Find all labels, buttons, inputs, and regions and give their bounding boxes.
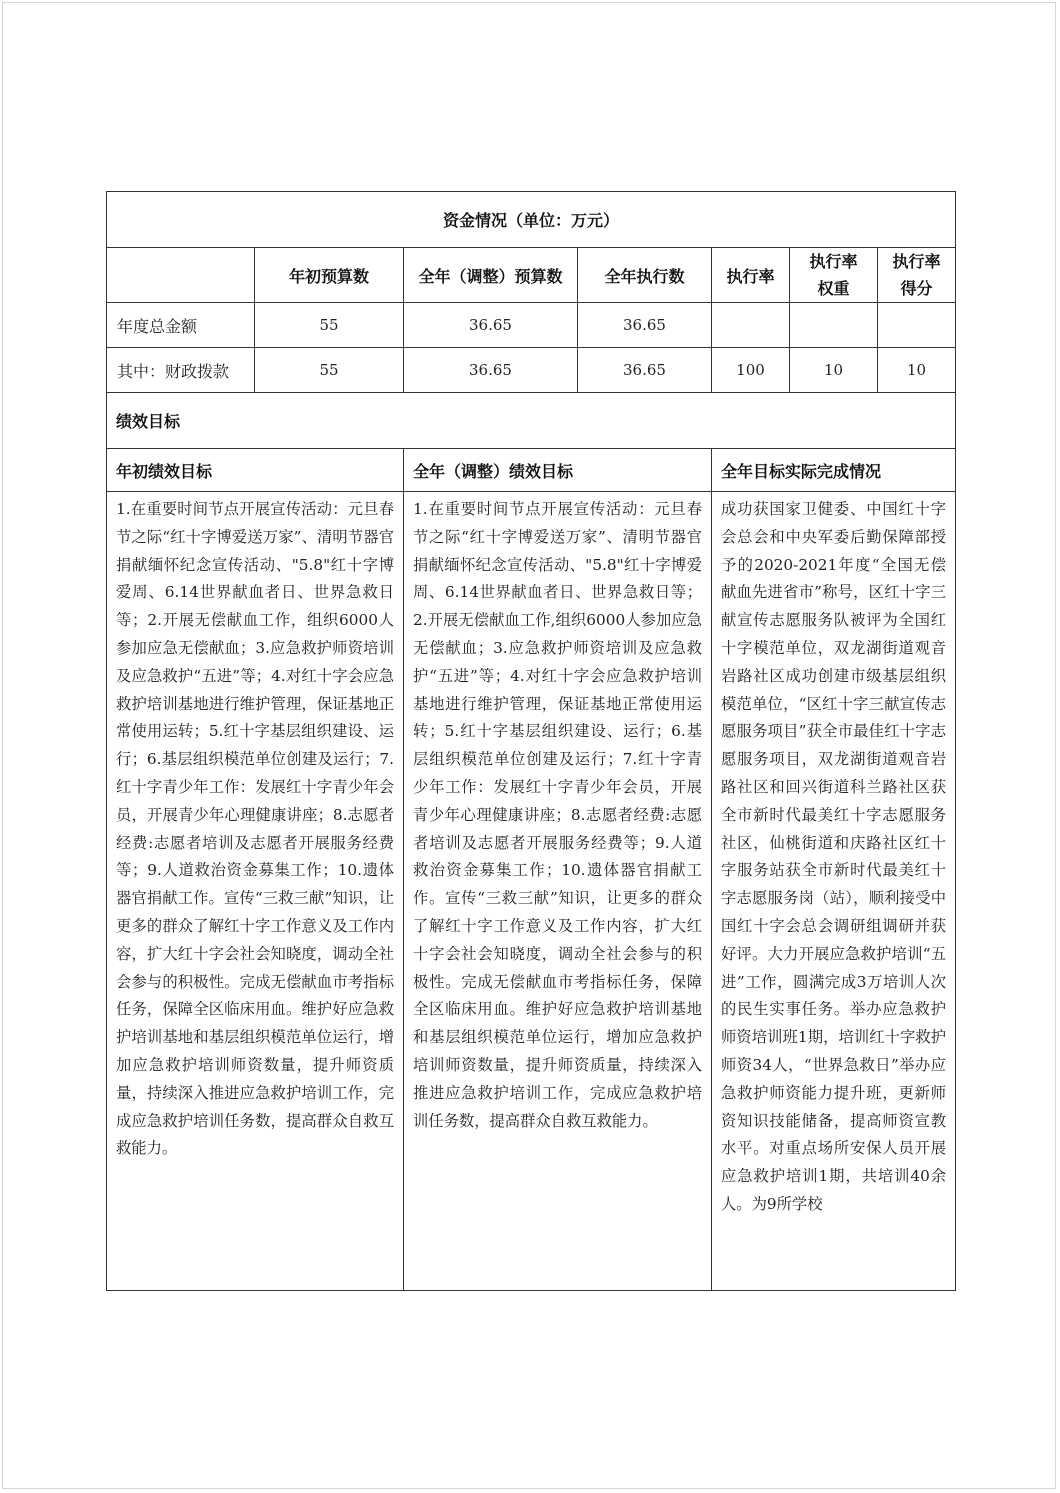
header-initial-goal: 年初绩效目标 (107, 449, 404, 492)
cell-initial-budget: 55 (255, 303, 404, 348)
cell-rate-weight (790, 303, 878, 348)
table-row (107, 303, 956, 348)
header-adjusted-budget: 全年（调整）预算数 (404, 248, 578, 303)
cell-adjusted-budget: 36.65 (404, 303, 578, 348)
header-executed: 全年执行数 (578, 248, 712, 303)
header-rate-score-line1: 执行率 (892, 252, 941, 271)
initial-goal-text (107, 492, 404, 1291)
header-rate-weight (790, 248, 878, 303)
cell-rate-weight: 10 (790, 348, 878, 393)
cell-executed: 36.65 (578, 303, 712, 348)
cell-rate-score: 10 (878, 348, 956, 393)
performance-section-title: 绩效目标 (107, 393, 956, 449)
cell-rate-score (878, 303, 956, 348)
cell-execution-rate (712, 303, 790, 348)
header-rate-score (878, 248, 956, 303)
funds-header-row (107, 248, 956, 303)
adjusted-goal-paragraph: 1.在重要时间节点开展宣传活动：元旦春节之际“红十字博爱送万家”、清明节器官捐献缅怀纪念宣传活动、"5.8"红十字博爱周、6.14世界献血者日、世界急救日等；2.开展无偿献血工作,组织6000人参加应急无偿献血；3.应急救护师资培训及应急救护“五进”等；4.对红十字会应急救护培训基地进行维护管理，保证基地正常使用运转；5.红十字基层组织建设、运行；6.基层组织模范单位创建及运行；7.红十字青少年工作：发展红十字青少年会员，开展青少年心理健康讲座；8.志愿者经费:志愿者培训及志愿者开展服务经费等；9.人道救治资金募集工作；10.遗体器官捐献工作。宣传“三救三献”知识，让更多的群众了解红十字工作意义及工作内容，扩大红十字会社会知晓度，调动全社会参与的积极性。完成无偿献血市考指标任务，保障全区临床用血。维护好应急救护培训基地和基层组织模范单位运行，增加应急救护培训师资数量，提升师资质量，持续深入推进应急救护培训工作，完成应急救护培训任务数，提高群众自救互救能力。 (413, 500, 702, 1130)
cell-adjusted-budget: 36.65 (404, 348, 578, 393)
cell-executed: 36.65 (578, 348, 712, 393)
funds-performance-table (106, 191, 956, 1291)
actual-completion-text (712, 492, 956, 1291)
initial-goal-paragraph: 1.在重要时间节点开展宣传活动：元旦春节之际“红十字博爱送万家”、清明节器官捐献缅怀纪念宣传活动、"5.8"红十字博爱周、6.14世界献血者日、世界急救日等；2.开展无偿献血工作，组织6000人参加应急无偿献血；3.应急救护师资培训及应急救护“五进”等；4.对红十字会应急救护培训基地进行维护管理，保证基地正常使用运转；5.红十字基层组织建设、运行；6.基层组织模范单位创建及运行；7.红十字青少年工作：发展红十字青少年会员，开展青少年心理健康讲座；8.志愿者经费:志愿者培训及志愿者开展服务经费等；9.人道救治资金募集工作；10.遗体器官捐献工作。宣传“三救三献”知识，让更多的群众了解红十字工作意义及工作内容，扩大红十字会社会知晓度，调动全社会参与的积极性。完成无偿献血市考指标任务，保障全区临床用血。维护好应急救护培训基地和基层组织模范单位运行，增加应急救护培训师资数量，提升师资质量，持续深入推进应急救护培训工作，完成应急救护培训任务数，提高群众自救互救能力。 (116, 500, 394, 1158)
header-rate-weight-line1: 执行率 (809, 252, 858, 271)
row-label: 其中：财政拨款 (107, 348, 255, 393)
funds-section-title: 资金情况（单位：万元） (107, 192, 956, 248)
performance-header-row (107, 449, 956, 492)
header-adjusted-goal: 全年（调整）绩效目标 (404, 449, 712, 492)
header-actual-completion: 全年目标实际完成情况 (712, 449, 956, 492)
cell-execution-rate: 100 (712, 348, 790, 393)
cell-initial-budget: 55 (255, 348, 404, 393)
adjusted-goal-text (404, 492, 712, 1291)
funds-header-empty (107, 248, 255, 303)
header-rate-score-line2: 得分 (900, 279, 933, 298)
row-label: 年度总金额 (107, 303, 255, 348)
actual-completion-paragraph: 成功获国家卫健委、中国红十字会总会和中央军委后勤保障部授予的2020-2021年度“全国无偿献血先进省市”称号，区红十字三献宣传志愿服务队被评为全国红十字模范单位，双龙湖街道观音岩路社区成功创建市级基层组织模范单位，“区红十字三献宣传志愿服务项目”获全市最佳红十字志愿服务项目，双龙湖街道观音岩路社区和回兴街道科兰路社区获全市新时代最美红十字志愿服务社区，仙桃街道和庆路社区红十字服务站获全市新时代最美红十字志愿服务岗（站），顺利接受中国红十字会总会调研组调研并获好评。大力开展应急救护培训“五进”工作，圆满完成3万培训人次的民生实事任务。举办应急救护师资培训班1期，培训红十字救护师资34人，“世界急救日”举办应急救护师资能力提升班，更新师资知识技能储备，提高师资宣教水平。对重点场所安保人员开展应急救护培训1期，共培训40余人。为9所学校 (721, 500, 947, 1213)
performance-body-row (107, 492, 956, 1291)
header-execution-rate: 执行率 (712, 248, 790, 303)
table-row (107, 348, 956, 393)
header-initial-budget: 年初预算数 (255, 248, 404, 303)
header-rate-weight-line2: 权重 (817, 279, 850, 298)
